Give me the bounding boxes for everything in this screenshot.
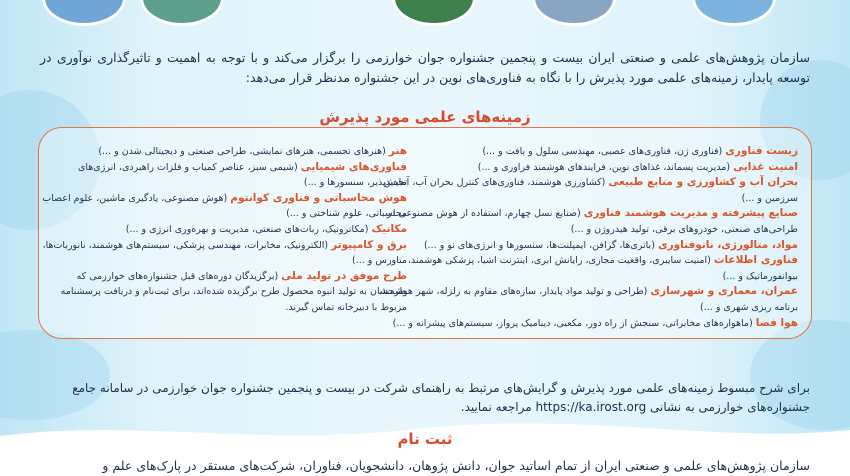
field-item — [373, 253, 798, 284]
field-item — [42, 269, 407, 316]
field-item-description: (طراحی و تولید مواد پایدار، سازه‌های مقاوم به زلزله، شهر هوشمند، برنامه ریزی شهری و ...) — [378, 286, 798, 313]
fields-title: زمینه‌های علمی مورد پذیرش — [319, 108, 531, 126]
field-item-title: عمران، معماری و شهرسازی — [650, 285, 798, 298]
header-photo — [392, 0, 476, 26]
field-item — [373, 238, 798, 254]
field-item — [373, 175, 798, 206]
field-item-title: مواد، متالورژی، نانوفناوری — [657, 238, 798, 251]
field-item — [373, 160, 798, 176]
field-item — [42, 191, 407, 222]
fields-left-column — [42, 144, 407, 316]
field-item-title: هوش محاسباتی و فناوری کوانتوم — [230, 191, 407, 204]
field-item-title: هنر — [388, 145, 407, 157]
field-item — [42, 238, 407, 269]
intro-paragraph: سازمان پژوهش‌های علمی و صنعتی ایران بیست و پنجمین جشنواره جوان خوارزمی را برگزار می‌کند و با توجه به اهمیت و تاثیرگذاری نوآوری در توسعه پایدار، زمینه‌های علمی مورد پذیرش را با نگاه به فناوری‌های نوین در این جشنواره مدنظر قرار می‌دهد: — [40, 49, 810, 85]
field-item — [42, 160, 407, 191]
field-item-title: فناوری اطلاعات — [713, 254, 798, 267]
field-item — [373, 206, 798, 237]
website-link[interactable]: https://ka.irost.org — [535, 400, 647, 414]
field-item — [42, 144, 407, 160]
header-photo — [692, 0, 776, 26]
field-item-description: (امنیت سایبری، واقعیت مجازی، رایانش ابری، اینترنت اشیا، پزشکی هوشمند، بیوانفورماتیک و ...) — [407, 255, 798, 282]
header-photo — [42, 0, 126, 26]
fields-right-column — [373, 144, 798, 331]
field-item-description: (برگزیدگان دوره‌های قبل جشنواره‌های خوارزمی که طرحشان به تولید انبوه محصول طرح برگزیده شده‌اند، برای ثبت‌نام و دریافت پرسشنامه مربوط با دبیرخانه تماس گیرند. — [60, 270, 407, 313]
header-photo — [140, 0, 224, 26]
field-item-title: صنایع پیشرفته و مدیریت هوشمند فناوری — [583, 207, 798, 220]
field-item-title: طرح موفق در تولید ملی — [281, 269, 407, 282]
guide-paragraph — [40, 379, 810, 417]
header-photo — [532, 0, 616, 26]
field-item-description: (مکاترونیک، ربات‌های صنعتی، مدیریت و بهره‌وری انرژی و ...) — [125, 223, 369, 235]
field-item-description: (ماهواره‌های مخابراتی، سنجش از راه دور، مکعبی، دینامیک پرواز، سیستم‌های پیشرانه و ...) — [392, 317, 753, 329]
field-item — [42, 222, 407, 238]
registration-title: ثبت نام — [397, 430, 453, 448]
field-item — [373, 284, 798, 315]
field-item-description: (مدیریت پسماند، غذاهای نوین، فرایندهای هوشمند فراوری و ...) — [477, 161, 731, 173]
field-item — [373, 144, 798, 160]
field-item-description: (کشاورزی هوشمند، فناوری‌های کنترل بحران آب، آمایش سرزمین و ...) — [383, 177, 798, 204]
field-item-title: مکانیک — [371, 222, 407, 235]
field-item-description: (الکترونیک، مخابرات، مهندسی پزشکی، سیستم‌های هوشمند، نانوربات‌ها، متاورس و ...) — [42, 239, 407, 267]
top-image-strip — [0, 0, 850, 22]
field-item-title: برق و کامپیوتر — [331, 238, 407, 251]
field-item-title: فناوری‌های شیمیایی — [300, 160, 407, 173]
field-item — [373, 316, 798, 332]
field-item-title: هوا فضا — [755, 316, 798, 329]
field-item-description: (فناوری ژن، فناوری‌های عصبی، مهندسی سلول و بافت و ...) — [482, 146, 723, 157]
registration-text: سازمان پژوهش‌های علمی و صنعتی ایران از تمام اساتید جوان، دانش پژوهان، دانشجویان، فناوران، شرکت‌های مستقر در پارک‌های علم و — [102, 458, 810, 473]
field-item-title: زیست فناوری — [725, 145, 798, 157]
field-item-description: (باتری‌ها، گرافن، ایمپلنت‌ها، سنسورها و انرژی‌های نو و ...) — [423, 239, 655, 251]
field-item-title: امنیت غذایی — [733, 160, 798, 173]
field-item-description: (صنایع نسل چهارم، استفاده از هوش مصنوعی در طراحی‌های صنعتی، خودروهای برقی، تولید هیدروژن و ...) — [386, 208, 798, 235]
field-item-description: (هنرهای تجسمی، هنرهای نمایشی، طراحی صنعتی و دیجیتالی شدن و ...) — [98, 146, 386, 157]
guide-text-end: مراجعه نمایید. — [460, 400, 532, 414]
field-item-description: (شیمی سبز، عناصر کمیاب و فلزات راهبردی، انرژی‌های تجدیدپذیر، سنسورها و ...) — [77, 161, 407, 189]
field-item-title: بحران آب و کشاورزی و منابع طبیعی — [608, 176, 798, 189]
guide-text: برای شرح مبسوط زمینه‌های علمی مورد پذیرش و گرایش‌های مرتبط به راهنمای شرکت در بیست و پنجمین جشنواره جوان خوارزمی در سامانه جامع جشنواره‌های خوارزمی به نشانی — [72, 381, 810, 414]
field-item-description: (هوش مصنوعی، یادگیری ماشین، علوم اعصاب محاسباتی، علوم شناختی و ...) — [42, 192, 407, 220]
